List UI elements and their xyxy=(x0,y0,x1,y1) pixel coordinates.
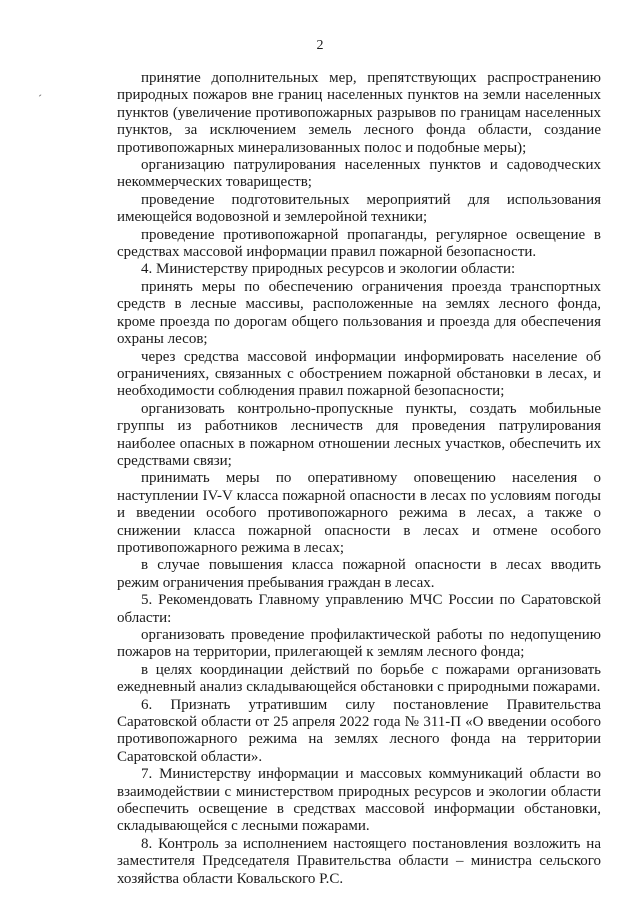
paragraph: организацию патрулирования населенных пунктов и садоводческих некоммерческих товариществ; xyxy=(117,157,601,191)
paragraph: через средства массовой информации информировать население об ограничениях, связанных с обострением пожарной обстановки в лесах, и необходимости соблюдения правил пожарной безопасности; xyxy=(117,348,601,400)
paragraph: 7. Министерству информации и массовых коммуникаций области во взаимодействии с министерством природных ресурсов и экологии области обеспечить освещение в средствах массовой информации обстановки, складывающейся с лесными пожарами. xyxy=(117,766,601,835)
paragraph: принимать меры по оперативному оповещению населения о наступлении IV-V класса пожарной опасности в лесах по условиям погоды и введении особого противопожарного режима в лесах, а также о снижении класса пожарной опасности в лесах и отмене особого противопожарного режима в лесах; xyxy=(117,470,601,556)
paragraph: 5. Рекомендовать Главному управлению МЧС России по Саратовской области: xyxy=(117,592,601,626)
paragraph: в случае повышения класса пожарной опасности в лесах вводить режим ограничения пребывания граждан в лесах. xyxy=(117,557,601,591)
page-number: 2 xyxy=(316,38,324,53)
paragraph: проведение подготовительных мероприятий для использования имеющейся водовозной и землеройной техники; xyxy=(117,191,601,226)
paragraph: 6. Признать утратившим силу постановление Правительства Саратовской области от 25 апреля 2022 года № 311-П «О введении особого противопожарного режима на землях лесного фонда на территории Саратовской области». xyxy=(117,696,601,765)
paragraph: организовать контрольно-пропускные пункты, создать мобильные группы из работников лесничеств для проведения патрулирования наиболее опасных в пожарном отношении лесных участков, обеспечить их средствами связи; xyxy=(117,400,601,469)
margin-mark: ´ xyxy=(38,92,42,106)
paragraph: 4. Министерству природных ресурсов и экологии области: xyxy=(141,261,516,278)
paragraph: организовать проведение профилактической работы по недопущению пожаров на территории, прилегающей к землям лесного фонда; xyxy=(117,627,601,661)
paragraph: 8. Контроль за исполнением настоящего постановления возложить на заместителя Председателя Правительства области – министра сельского хозяйства области Ковальского Р.С. xyxy=(117,835,601,887)
paragraph: проведение противопожарной пропаганды, регулярное освещение в средствах массовой информации правил пожарной безопасности. xyxy=(117,226,601,261)
paragraph: принять меры по обеспечению ограничения проезда транспортных средств в лесные массивы, расположенные на землях лесного фонда, кроме проезда по дорогам общего пользования и проезда для обеспечения охраны лесов; xyxy=(117,278,601,348)
document-body xyxy=(117,70,601,888)
paragraph: принятие дополнительных мер, препятствующих распространению природных пожаров вне границ населенных пунктов на земли населенных пунктов (увеличение противопожарных разрывов по границам населенных пунктов, за исключением земель лесного фонда области, создание противопожарных минерализованных полос и подобные меры); xyxy=(117,70,601,156)
paragraph: в целях координации действий по борьбе с пожарами организовать ежедневный анализ складывающейся обстановки с природными пожарами. xyxy=(117,661,601,696)
